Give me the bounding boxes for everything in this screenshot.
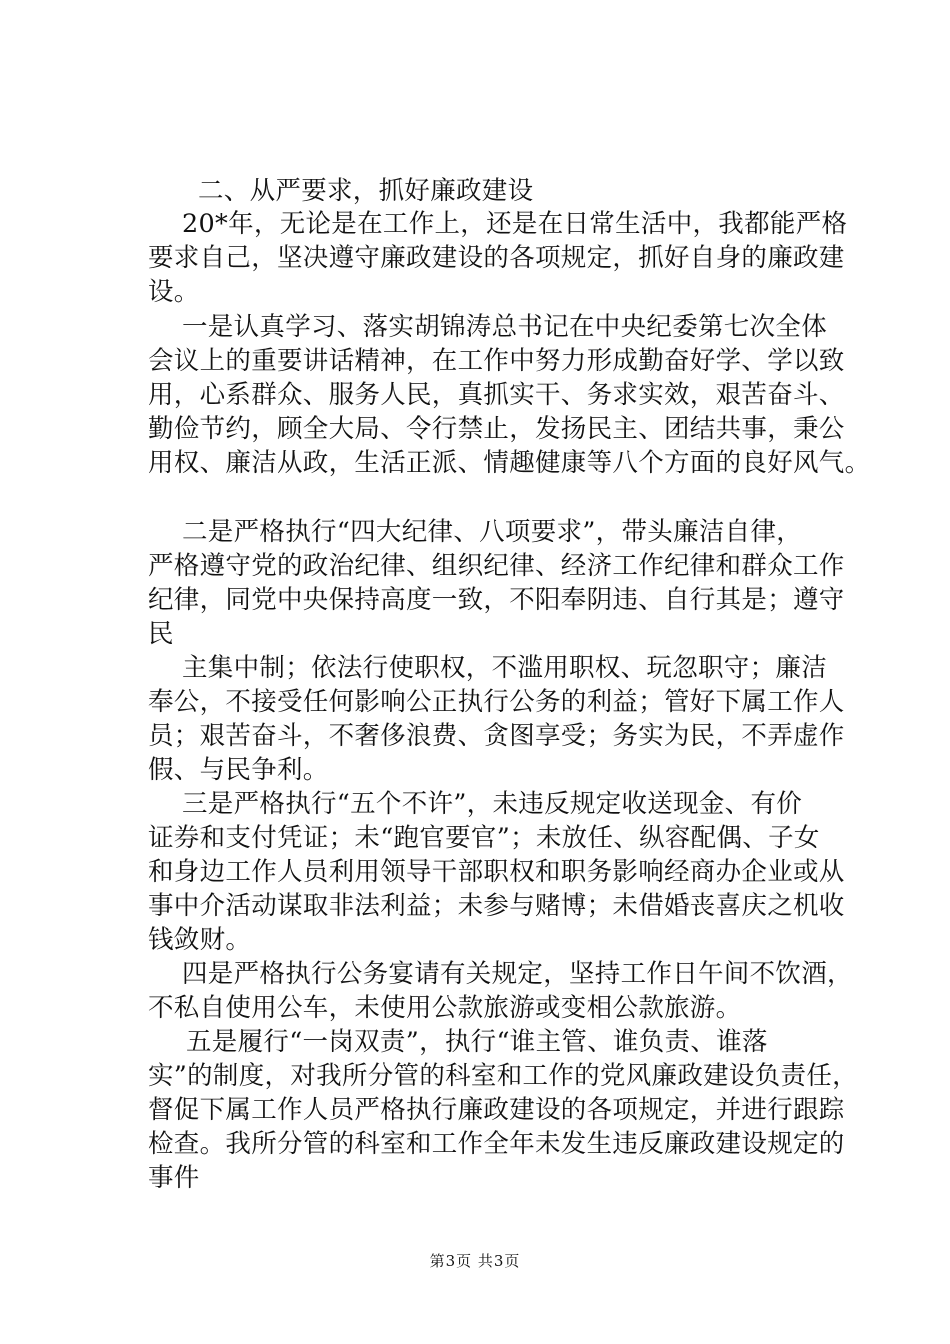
- text-line: 假、与民争利。: [148, 755, 329, 785]
- text-line: 会议上的重要讲话精神，在工作中努力形成勤奋好学、学以致: [148, 346, 845, 376]
- text-line: 检查。我所分管的科室和工作全年未发生违反廉政建设规定的: [148, 1129, 845, 1159]
- text-line: 二是严格执行“四大纪律、八项要求”，带头廉洁自律，: [182, 517, 803, 547]
- text-line: 事件: [148, 1163, 200, 1193]
- text-line: 四是严格执行公务宴请有关规定，坚持工作日午间不饮酒，: [182, 959, 853, 989]
- text-line: 勤俭节约，顾全大局、令行禁止，发扬民主、团结共事，秉公: [148, 414, 845, 444]
- text-line: 用，心系群众、服务人民，真抓实干、务求实效，艰苦奋斗、: [148, 380, 845, 410]
- page-number-footer: 第3页 共3页: [429, 1252, 521, 1270]
- text-line: 奉公，不接受任何影响公正执行公务的利益；管好下属工作人: [148, 687, 845, 717]
- text-line: 五是履行“一岗双责”，执行“谁主管、谁负责、谁落: [186, 1027, 768, 1057]
- text-line: 和身边工作人员利用领导干部职权和职务影响经商办企业或从: [148, 857, 845, 887]
- text-line: 20*年，无论是在工作上，还是在日常生活中，我都能严格: [182, 209, 848, 239]
- text-line: 证券和支付凭证；未“跑官要官”；未放任、纵容配偶、子女: [148, 823, 820, 853]
- text-line: 严格遵守党的政治纪律、组织纪律、经济工作纪律和群众工作: [148, 551, 845, 581]
- section-heading: 二、从严要求，抓好廉政建设: [198, 176, 534, 206]
- text-line: 实”的制度，对我所分管的科室和工作的党风廉政建设负责任，: [148, 1061, 858, 1091]
- text-line: 要求自己，坚决遵守廉政建设的各项规定，抓好自身的廉政建: [148, 243, 845, 273]
- text-line: 三是严格执行“五个不许”，未违反规定收送现金、有价: [182, 789, 803, 819]
- text-line: 民: [148, 619, 174, 649]
- text-line: 用权、廉洁从政，生活正派、情趣健康等八个方面的良好风气。: [148, 448, 871, 478]
- text-line: 一是认真学习、落实胡锦涛总书记在中央纪委第七次全体: [182, 312, 828, 342]
- text-line: 纪律，同党中央保持高度一致，不阳奉阴违、自行其是；遵守: [148, 585, 845, 615]
- text-line: 设。: [148, 277, 200, 307]
- text-line: 主集中制；依法行使职权，不滥用职权、玩忽职守；廉洁: [182, 653, 828, 683]
- text-line: 事中介活动谋取非法利益；未参与赌博；未借婚丧喜庆之机收: [148, 891, 845, 921]
- text-line: 员；艰苦奋斗，不奢侈浪费、贪图享受；务实为民，不弄虚作: [148, 721, 845, 751]
- text-line: 钱敛财。: [148, 925, 252, 955]
- text-line: 不私自使用公车，未使用公款旅游或变相公款旅游。: [148, 993, 742, 1023]
- text-line: 督促下属工作人员严格执行廉政建设的各项规定，并进行跟踪: [148, 1095, 845, 1125]
